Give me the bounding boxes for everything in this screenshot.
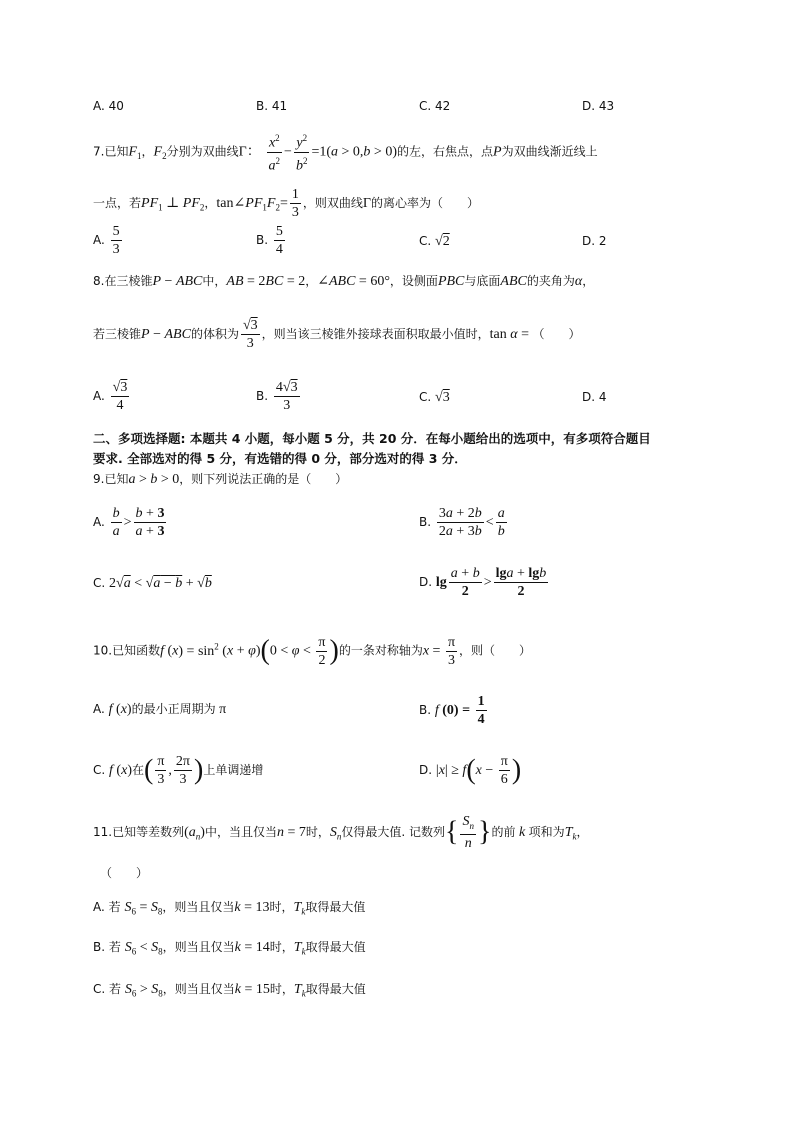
q8-option-d: D. 4 [582, 390, 607, 404]
q8-option-c: C. √3 [419, 390, 450, 405]
q6-option-d: D. 43 [582, 99, 615, 113]
q9-number: 9. [93, 472, 105, 486]
q9-stem: 9.已知a > b > 0，则下列说法正确的是（ ） [93, 472, 348, 487]
q11-option-c: C. 若 $S_6 > S_8$，则当且仅当k = 15时，$T_k$取得最大值 [93, 982, 366, 999]
q6-option-c: C. 42 [419, 99, 451, 113]
q7-number: 7. [93, 144, 105, 159]
q10-number: 10. [93, 643, 113, 658]
q11-option-a: A. 若 $S_6 = S_8$，则当且仅当k = 13时，$T_k$取得最大值 [93, 900, 366, 917]
q7-option-b: B. $\frac{5}{4}$ [256, 224, 283, 257]
section-heading-line1: 二、多项选择题: 本题共 4 小题，每小题 5 分，共 20 分．在每小题给出的选项中，有多项符合题目 [93, 431, 651, 446]
q7-option-a: A. $\frac{5}{3}$ [93, 224, 120, 257]
q11-number: 11. [93, 825, 113, 839]
section-heading-line2: 要求. 全部选对的得 5 分，有选错的得 0 分，部分选对的得 3 分． [93, 451, 467, 466]
q6-option-b: B. 41 [256, 99, 288, 113]
q11-stem-line1: 11.已知等差数列$(a_n)$中，当且仅当n = 7时，$S_n$仅得最大值. 记数列{ $\frac{S_n}{n}$ }的前 k 项和为$T_k$， [93, 813, 589, 852]
q9-option-a: A. $\frac{b}{a}$ > $\frac{b + 3}{a + 3}$ [93, 506, 165, 539]
q7-stem-line2: 一点，若$PF_1$ ⊥ $PF_2$，$\tan\angle PF_1F_2=$ $\frac{1}{3}$ ，则双曲线Γ的离心率为（ ） [93, 187, 479, 220]
q8-option-a: A. $\frac{√3}{4}$ [93, 380, 128, 413]
q6-option-a: A. 40 [93, 99, 124, 113]
q7-stem-line1: 7.已知$F_1$，$F_2$分别为双曲线Γ： $\frac{x^2}{a^2}$ − $\frac{y^2}{b^2}$ =1(a > 0,b > 0)的左，右焦点，点P为双曲线渐近线上 [93, 130, 598, 174]
q10-option-a: A. f (x)的最小正周期为 π [93, 702, 227, 717]
q10-option-c: C. f (x)在( $\frac{\pi}{3}$ , $\frac{2\pi}{3}$ )上单调递增 [93, 754, 264, 787]
q10-option-d: D. |x| ≥ f(x − $\frac{\pi}{6}$ ) [419, 754, 522, 787]
q11-option-b: B. 若 $S_6 < S_8$，则当且仅当k = 14时，$T_k$取得最大值 [93, 940, 366, 957]
q8-option-b: B. $\frac{4√3}{3}$ [256, 380, 298, 413]
q7-option-d: D. 2 [582, 234, 607, 248]
q9-option-c: C. 2√a < √a − b + √b [93, 576, 212, 591]
q9-option-d: D. lg $\frac{a + b}{2}$ > $\frac{\lg a + \lg b}{2}$ [419, 566, 547, 599]
q9-option-b: B. $\frac{3a + 2b}{2a + 3b}$ < $\frac{a}{b}$ [419, 506, 505, 539]
q10-option-b: B. f (0) = $\frac{1}{4}$ [419, 694, 485, 727]
q11-stem-line2: （ ） [100, 866, 149, 880]
q8-stem-line2: 若三棱锥P − ABC的体积为 $\frac{√3}{3}$ ，则当该三棱锥外接球表面积取最小值时，tan α = （ ） [93, 318, 581, 351]
q10-stem: 10.已知函数f $(x) = \sin^2 (x + \varphi)(0 < \varphi$ < $\frac{\pi}{2}$ )的一条对称轴为x = $\frac{\pi}{3}$ ，则（ ） [93, 634, 532, 668]
q8-number: 8. [93, 274, 105, 288]
q8-stem-line1: 8.在三棱锥P − ABC中，AB = 2BC = 2，∠ABC = 60°，设侧面PBC与底面ABC的夹角为α， [93, 274, 595, 289]
q7-option-c: C. √2 [419, 234, 450, 249]
